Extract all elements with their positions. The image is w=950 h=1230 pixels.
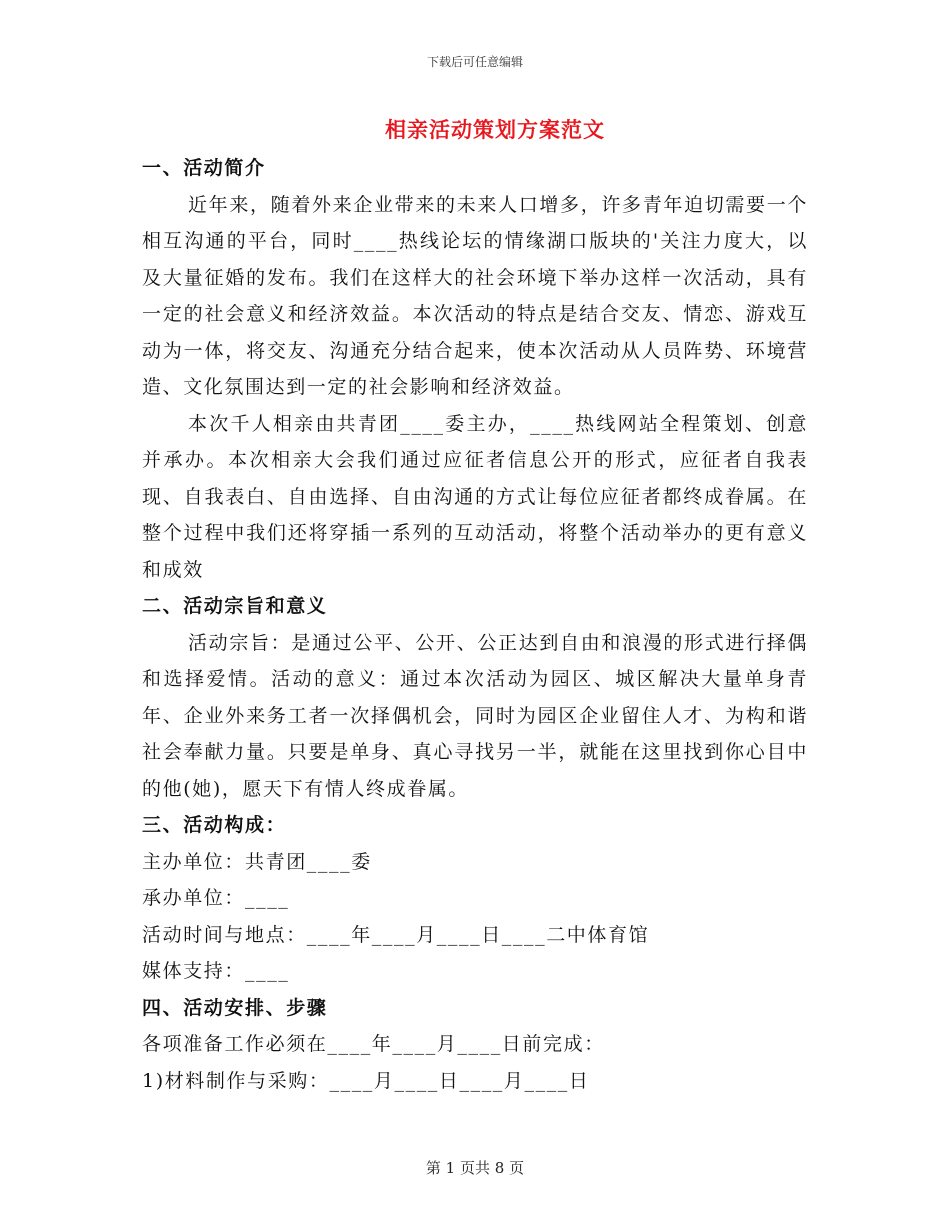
preparation-line: 各项准备工作必须在____年____月____日前完成： — [142, 1033, 605, 1055]
page-footer: 第 1 页共 8 页 — [425, 1159, 525, 1177]
section-heading-composition: 三、活动构成： — [142, 814, 287, 836]
section-heading-arrangement: 四、活动安排、步骤 — [142, 996, 328, 1019]
section-heading-intro: 一、活动简介 — [142, 157, 266, 179]
document-body — [142, 150, 808, 1099]
paragraph-intro-2: 本次千人相亲由共青团____委主办，____热线网站全程策划、创意并承办。本次相亲大会我们通过应征者信息公开的形式，应征者自我表现、自我表白、自由选择、自由沟通的方式让每位应征者都终成眷属。在整个过程中我们还将穿插一系列的互动活动，将整个活动举办的更有意义和成效 — [142, 412, 808, 581]
organizer-line: 主办单位：共青团____委 — [142, 850, 372, 873]
media-line: 媒体支持：____ — [142, 960, 290, 982]
header-note: 下载后可任意编辑 — [426, 55, 523, 69]
paragraph-intro-1: 近年来，随着外来企业带来的未来人口增多，许多青年迫切需要一个相互沟通的平台，同时____热线论坛的情缘湖口版块的'关注力度大，以及大量征婚的发布。我们在这样大的社会环境下举办这样一次活动，具有一定的社会意义和经济效益。本次活动的特点是结合交友、情恋、游戏互动为一体，将交友、沟通充分结合起来，使本次活动从人员阵势、环境营造、文化氛围达到一定的社会影响和经济效益。 — [142, 193, 808, 398]
paragraph-purpose: 活动宗旨：是通过公平、公开、公正达到自由和浪漫的形式进行择偶和选择爱情。活动的意义：通过本次活动为园区、城区解决大量单身青年、企业外来务工者一次择偶机会，同时为园区企业留住人才、为构和谐社会奉献力量。只要是单身、真心寻找另一半，就能在这里找到你心目中的他(她)，愿天下有情人终成眷属。 — [142, 631, 808, 800]
undertaker-line: 承办单位：____ — [142, 887, 290, 909]
document-title: 相亲活动策划方案范文 — [385, 117, 605, 142]
section-heading-purpose: 二、活动宗旨和意义 — [142, 595, 328, 617]
time-place-line: 活动时间与地点：____年____月____日____二中体育馆 — [142, 923, 650, 946]
materials-line: 1)材料制作与采购：____月____日____月____日 — [142, 1069, 590, 1092]
